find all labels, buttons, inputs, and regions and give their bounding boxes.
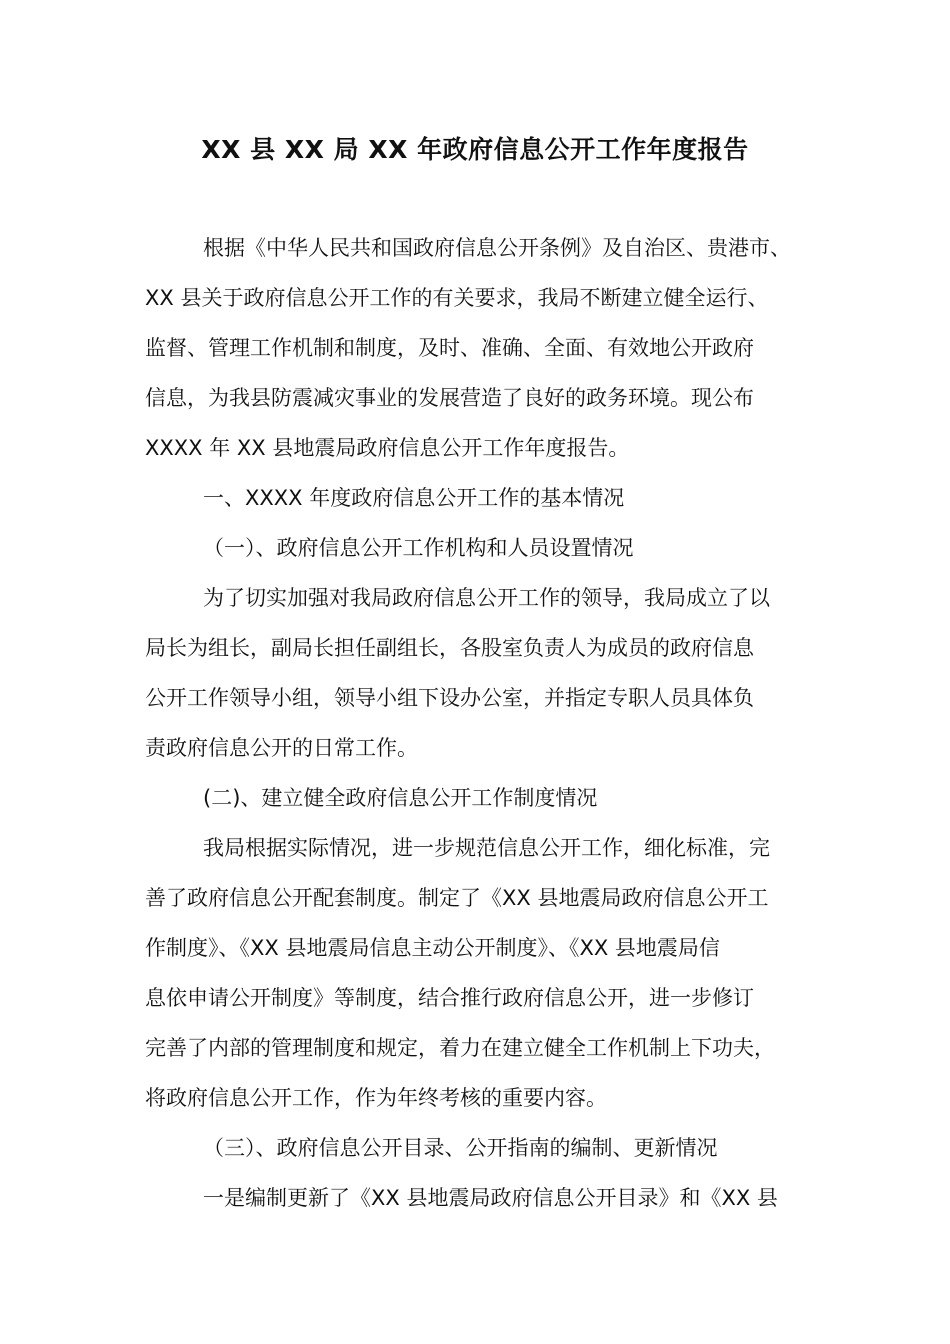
paragraph-org-line-4: 责政府信息公开的日常工作。 bbox=[145, 736, 418, 760]
paragraph-intro-line-3: 监督、管理工作机制和制度，及时、准确、全面、有效地公开政府 bbox=[145, 336, 754, 360]
paragraph-rules-line-4: 息依申请公开制度》等制度，结合推行政府信息公开，进一步修订 bbox=[145, 986, 754, 1010]
paragraph-rules-line-5: 完善了内部的管理制度和规定，着力在建立健全工作机制上下功夫， bbox=[145, 1036, 775, 1060]
paragraph-org-line-1: 为了切实加强对我局政府信息公开工作的领导，我局成立了以 bbox=[203, 586, 770, 610]
paragraph-rules-line-1: 我局根据实际情况，进一步规范信息公开工作，细化标准，完 bbox=[203, 836, 770, 860]
paragraph-intro-line-2: XX 县关于政府信息公开工作的有关要求，我局不断建立健全运行、 bbox=[145, 286, 769, 310]
subsection-heading-3: （三）、政府信息公开目录、公开指南的编制、更新情况 bbox=[203, 1136, 718, 1160]
paragraph-intro-line-4: 信息，为我县防震减灾事业的发展营造了良好的政务环境。现公布 bbox=[145, 386, 754, 410]
subsection-heading-1: （一）、政府信息公开工作机构和人员设置情况 bbox=[203, 536, 634, 560]
paragraph-rules-line-3: 作制度》、《XX 县地震局信息主动公开制度》、《XX 县地震局信 bbox=[145, 936, 720, 960]
paragraph-intro-line-1: 根据《中华人民共和国政府信息公开条例》及自治区、贵港市、 bbox=[203, 236, 791, 260]
paragraph-org-line-2: 局长为组长，副局长担任副组长，各股室负责人为成员的政府信息 bbox=[145, 636, 754, 660]
subsection-heading-2: (二)、建立健全政府信息公开工作制度情况 bbox=[203, 786, 598, 810]
paragraph-intro-line-5: XXXX 年 XX 县地震局政府信息公开工作年度报告。 bbox=[145, 436, 630, 460]
paragraph-org-line-3: 公开工作领导小组，领导小组下设办公室，并指定专职人员具体负 bbox=[145, 686, 754, 710]
section-heading-1: 一、XXXX 年度政府信息公开工作的基本情况 bbox=[203, 486, 625, 510]
paragraph-rules-line-6: 将政府信息公开工作，作为年终考核的重要内容。 bbox=[145, 1086, 607, 1110]
document-title: XX 县 XX 局 XX 年政府信息公开工作年度报告 bbox=[201, 135, 749, 164]
paragraph-rules-line-2: 善了政府信息公开配套制度。制定了《XX 县地震局政府信息公开工 bbox=[145, 886, 769, 910]
paragraph-catalog-line-1: 一是编制更新了《XX 县地震局政府信息公开目录》和《XX 县 bbox=[203, 1186, 778, 1210]
